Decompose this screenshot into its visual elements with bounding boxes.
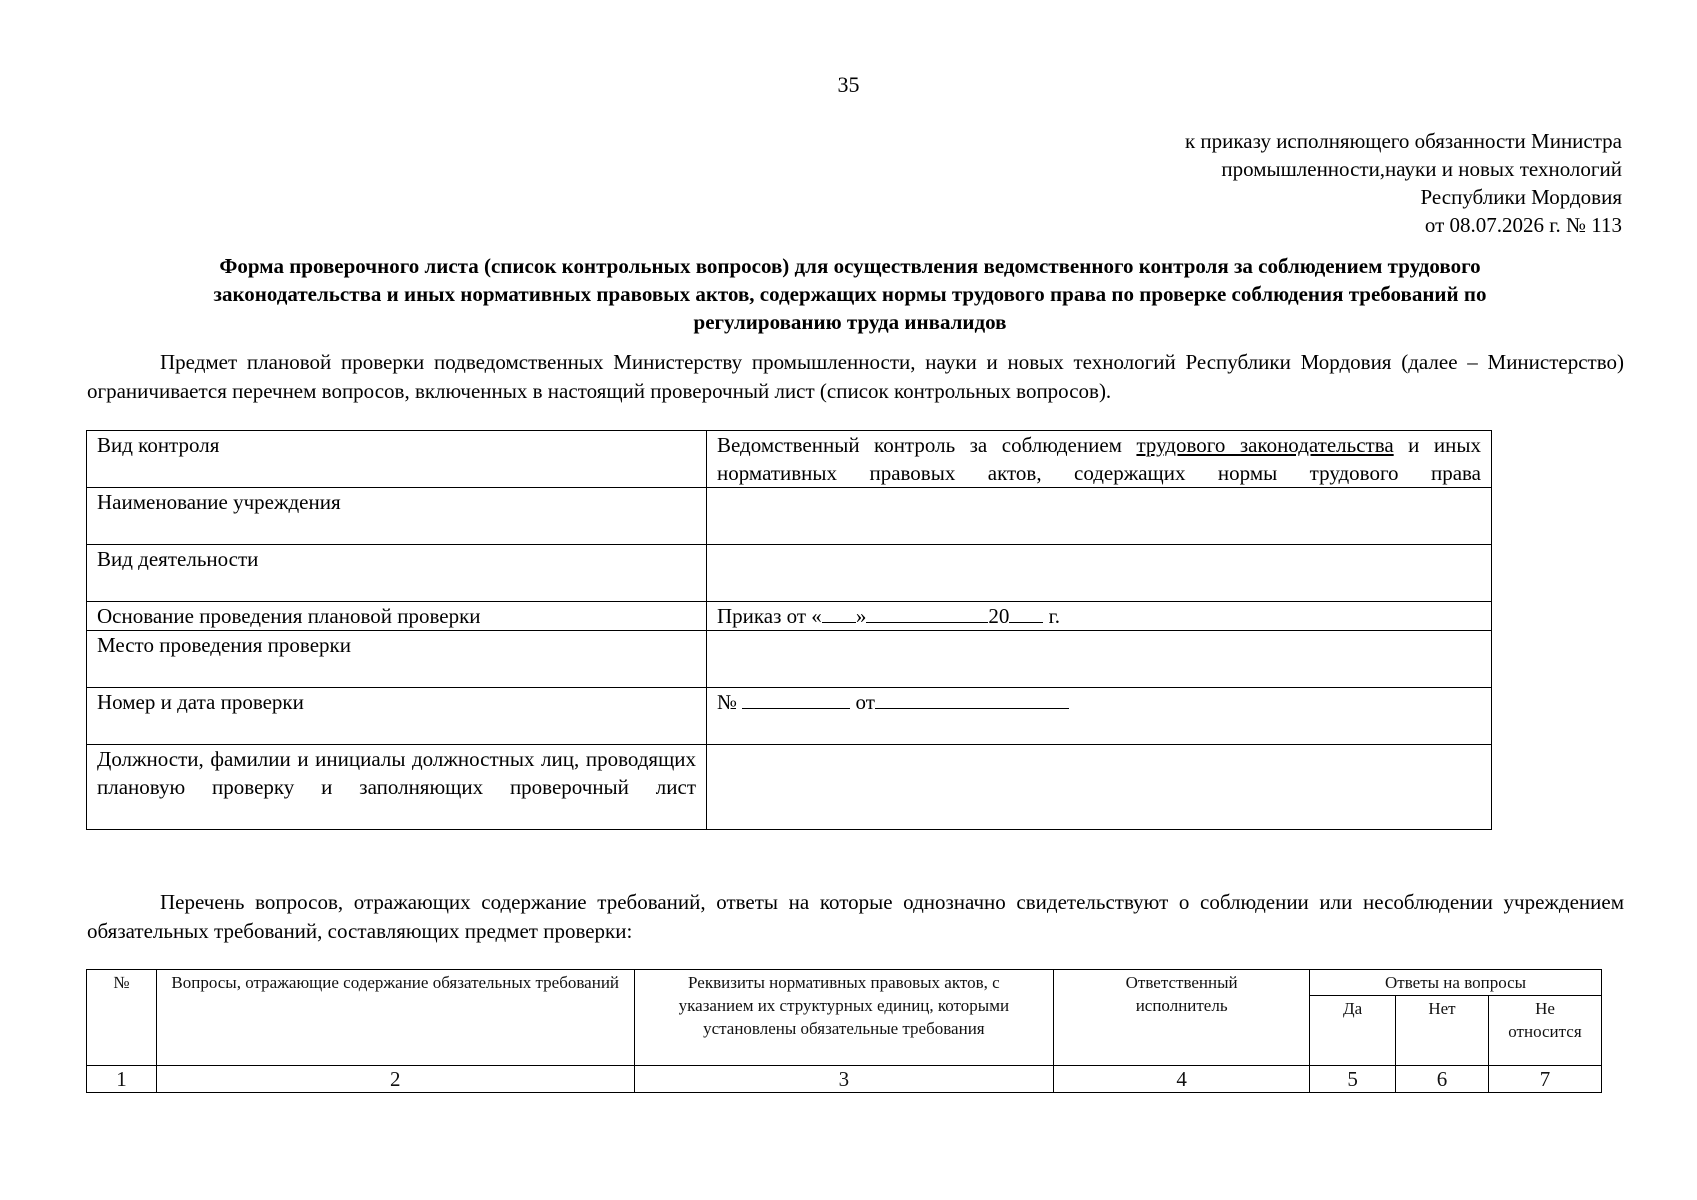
intro-paragraph-text: Предмет плановой проверки подведомственных Министерству промышленности, науки и новых технологий Республики Мордовия (далее – Министерство) ограничивается перечнем вопросов, включенных в настоящий проверочный лист (список контрольных вопросов). [87, 350, 1624, 403]
table-row [87, 631, 1492, 688]
officials-field[interactable] [707, 745, 1492, 830]
table-row [87, 602, 1492, 631]
intro-paragraph [87, 348, 1624, 406]
table-row [87, 545, 1492, 602]
control-type-label: Вид контроля [87, 431, 707, 488]
column-number-cell: 2 [156, 1066, 634, 1093]
form-title-line: регулированию труда инвалидов [693, 310, 1007, 334]
control-type-value: Ведомственный контроль за соблюдением трудового законодательства и иных нормативных правовых актов, содержащих нормы трудового права [707, 431, 1492, 488]
officials-label: Должности, фамилии и инициалы должностных лиц, проводящих плановую проверку и заполняющих проверочный лист [87, 745, 707, 830]
column-number-cell: 3 [634, 1066, 1054, 1093]
column-header-questions: Вопросы, отражающие содержание обязательных требований [156, 970, 634, 1066]
column-header-no: Нет [1396, 996, 1489, 1066]
appendix-line: промышленности,науки и новых технологий [1221, 157, 1622, 181]
table-row [87, 745, 1492, 830]
appendix-date-number: от 08.07.2026 г. № 113 [1424, 213, 1622, 237]
form-title [100, 252, 1600, 336]
form-title-line: Форма проверочного листа (список контрольных вопросов) для осуществления ведомственного контроля за соблюдением трудового [219, 254, 1481, 278]
table-row [87, 488, 1492, 545]
column-header-requisites: Реквизиты нормативных правовых актов, с указанием их структурных единиц, которыми установлены обязательные требования [634, 970, 1054, 1066]
column-number-cell: 6 [1396, 1066, 1489, 1093]
column-number-cell: 1 [87, 1066, 157, 1093]
column-header-not-applicable: Не относится [1488, 996, 1601, 1066]
inspection-info-table [86, 430, 1492, 830]
institution-label: Наименование учреждения [87, 488, 707, 545]
appendix-line: Республики Мордовия [1420, 185, 1622, 209]
table-row [87, 1066, 1602, 1093]
column-header-answers: Ответы на вопросы [1310, 970, 1602, 996]
page-number: 35 [837, 72, 860, 97]
column-number-cell: 5 [1310, 1066, 1396, 1093]
questions-paragraph [87, 888, 1624, 946]
table-row [87, 688, 1492, 745]
basis-value[interactable]: Приказ от « » 20 г. [707, 602, 1492, 631]
questions-table [86, 969, 1602, 1093]
column-number-cell: 7 [1488, 1066, 1601, 1093]
questions-paragraph-text: Перечень вопросов, отражающих содержание требований, ответы на которые однозначно свидетельствуют о соблюдении или несоблюдении учреждением обязательных требований, составляющих предмет проверки: [87, 890, 1624, 943]
activity-field[interactable] [707, 545, 1492, 602]
column-number-cell: 4 [1054, 1066, 1310, 1093]
place-field[interactable] [707, 631, 1492, 688]
institution-field[interactable] [707, 488, 1492, 545]
form-title-line: законодательства и иных нормативных правовых актов, содержащих нормы трудового права по проверке соблюдения требований по [213, 282, 1487, 306]
year-blank[interactable] [1009, 604, 1043, 623]
table-row [87, 431, 1492, 488]
number-date-label: Номер и дата проверки [87, 688, 707, 745]
number-blank[interactable] [742, 690, 850, 709]
column-header-responsible: Ответственный исполнитель [1054, 970, 1310, 1066]
month-blank[interactable] [866, 604, 988, 623]
column-header-number: № [87, 970, 157, 1066]
number-date-value[interactable]: № от [707, 688, 1492, 745]
place-label: Место проведения проверки [87, 631, 707, 688]
appendix-line: к приказу исполняющего обязанности Министра [1184, 129, 1622, 153]
labor-law-link: трудового законодательства [1136, 433, 1394, 457]
appendix-reference [1185, 127, 1622, 239]
basis-label: Основание проведения плановой проверки [87, 602, 707, 631]
activity-label: Вид деятельности [87, 545, 707, 602]
column-header-yes: Да [1310, 996, 1396, 1066]
date-blank[interactable] [875, 690, 1069, 709]
day-blank[interactable] [822, 604, 856, 623]
table-header-row [87, 970, 1602, 996]
